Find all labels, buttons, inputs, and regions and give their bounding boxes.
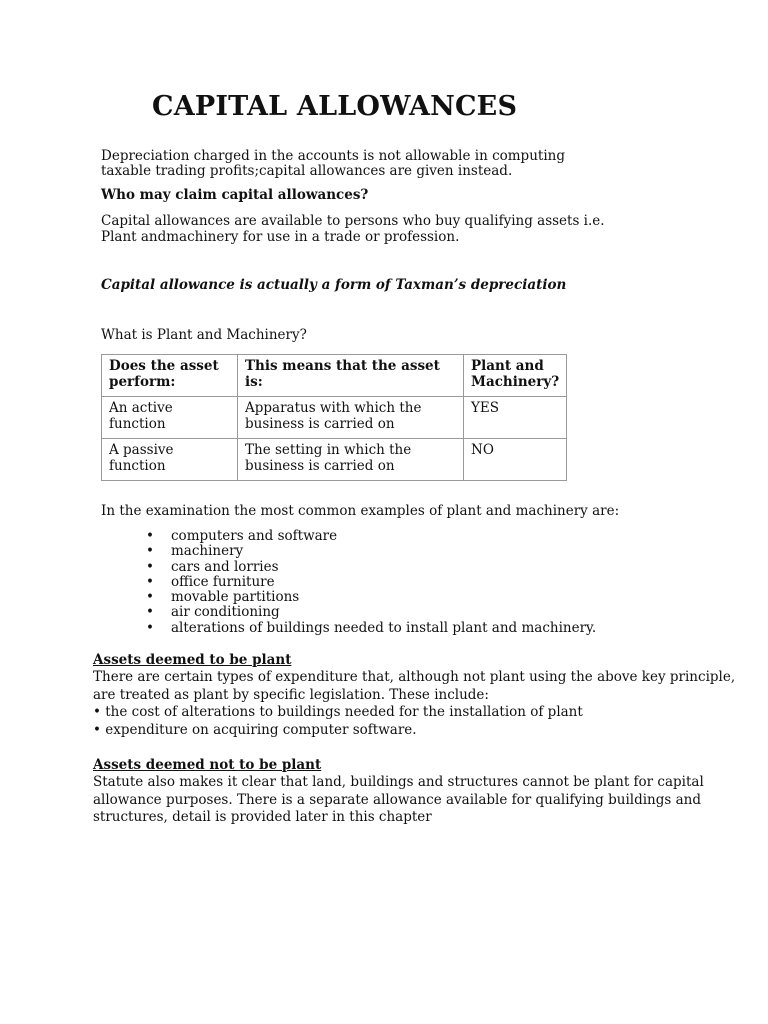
- examples-intro: In the examination the most common examples of plant and machinery are:: [101, 503, 620, 519]
- table-row: [102, 397, 567, 439]
- bullet-icon: •: [146, 558, 154, 575]
- table-cell: Apparatus with which the business is carried on: [238, 397, 464, 439]
- deemed-not-plant-text: Statute also makes it clear that land, buildings and structures cannot be plant for capital allowance purposes. There is a separate allowance available for qualifying buildings and structures, detail is provided later in this chapter: [93, 774, 704, 826]
- table-cell: A passive function: [102, 439, 238, 481]
- bullet-icon: •: [146, 619, 154, 636]
- table-cell: The setting in which the business is carried on: [238, 439, 464, 481]
- who-text-line-2: Plant andmachinery for use in a trade or profession.: [101, 229, 460, 245]
- intro-line-2: taxable trading profits;capital allowances are given instead.: [101, 163, 513, 179]
- table-row: [102, 439, 567, 481]
- bullet-icon: •: [146, 528, 154, 544]
- table-header-cell: Does the asset perform:: [102, 355, 238, 397]
- table-header-cell: This means that the asset is:: [238, 355, 464, 397]
- bullet-icon: •: [146, 573, 154, 590]
- plant-machinery-table: [101, 354, 567, 481]
- page-title: CAPITAL ALLOWANCES: [152, 91, 518, 122]
- who-heading: Who may claim capital allowances?: [101, 187, 369, 203]
- deemed-plant-text: There are certain types of expenditure that, although not plant using the above key principle, are treated as plant by specific legislation. These include: • the cost of alterations to buildings needed for the installation of plant • expenditure on acquiring computer software.: [93, 669, 736, 739]
- intro-line-1: Depreciation charged in the accounts is not allowable in computing: [101, 148, 565, 164]
- document-page: CAPITAL ALLOWANCES Depreciation charged in the accounts is not allowable in computing taxable trading profits;capital allowances are given instead. Who may claim capital allowances? Capital allowances are available to persons who buy qualifying assets i.e. Plant andmachinery for use in a trade or profession. Capital allowance is actually a form of Taxman’s depreciation What is Plant and Machinery? Does the asset perform: This means that the asset is: Plant and Machinery? An active function Apparatus with which the business is carried on YES A passive function The setting in which the business is carried on NO In the examination the most common examples of plant and machinery are: • computers and software • machinery • cars and lorries • office furniture • movable partitions • air conditioning • alterations of buildings needed to install plant and machinery. Assets deemed to be plant There are certain types of expenditure that, although not plant using the above key principle, are treated as plant by specific legislation. These include: • the cost of alterations to buildings needed for the installation of plant • expenditure on acquiring computer software. Assets deemed not to be plant Statute also makes it clear that land, buildings and structures cannot be plant for capital allowance purposes. There is a separate allowance available for qualifying buildings and structures, detail is provided later in this chapter: [93, 91, 736, 826]
- bullet-icon: •: [146, 604, 154, 621]
- deemed-plant-heading: Assets deemed to be plant: [93, 652, 292, 668]
- table-cell: NO: [464, 439, 567, 481]
- table-cell: YES: [464, 397, 567, 439]
- table-header-cell: Plant and Machinery?: [464, 355, 567, 397]
- bullet-icon: •: [146, 543, 154, 560]
- table-header-row: [102, 355, 567, 397]
- bullet-icon: •: [146, 589, 154, 606]
- who-text-line-1: Capital allowances are available to persons who buy qualifying assets i.e.: [101, 213, 605, 229]
- emphasis-statement: Capital allowance is actually a form of Taxman’s depreciation: [101, 277, 567, 293]
- question-line: What is Plant and Machinery?: [101, 327, 307, 343]
- table-cell: An active function: [102, 397, 238, 439]
- deemed-not-plant-heading: Assets deemed not to be plant: [93, 757, 322, 773]
